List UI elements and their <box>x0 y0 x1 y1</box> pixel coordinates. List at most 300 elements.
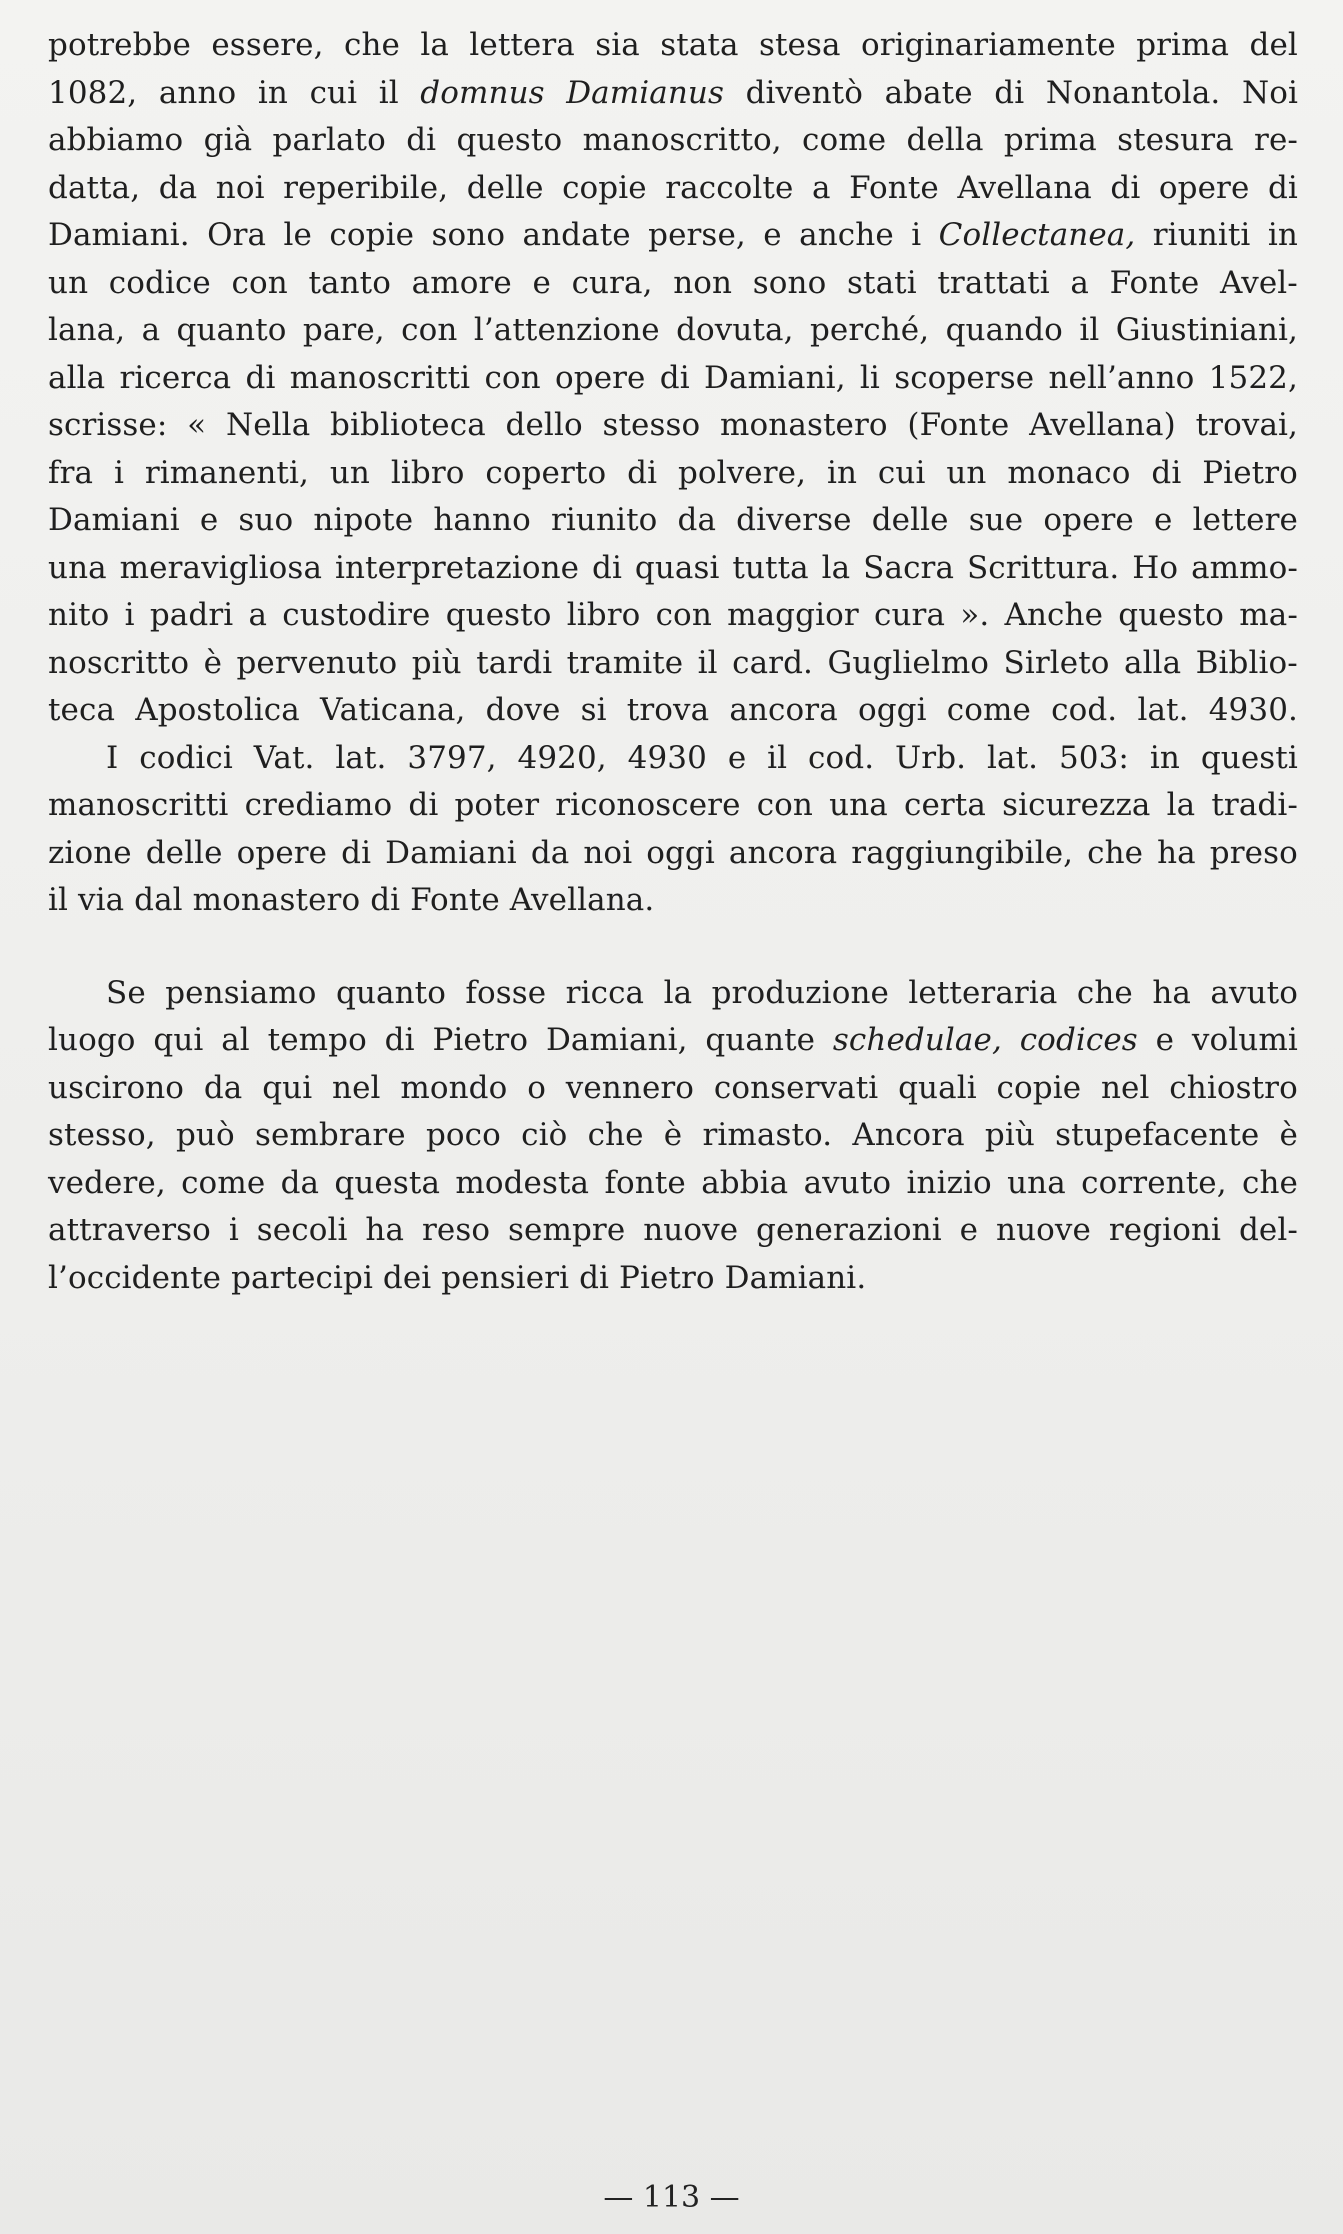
word: Avellana) <box>1029 407 1176 443</box>
word: una <box>1007 1164 1066 1201</box>
word: come <box>946 692 1031 728</box>
word: questo <box>456 122 563 158</box>
word: noi <box>215 169 265 206</box>
word: opere <box>236 834 328 871</box>
word: (Fonte <box>907 407 1010 443</box>
word: opere <box>1043 502 1134 538</box>
text-line <box>48 545 1298 593</box>
word: è <box>1279 1117 1298 1153</box>
word: una <box>829 787 888 823</box>
word: raggiungibile, <box>851 834 1074 871</box>
text-line <box>48 355 1298 403</box>
word: nuove <box>643 1212 739 1248</box>
page-number: — 113 — <box>603 2180 740 2215</box>
word: manoscritti <box>289 359 471 396</box>
word: nel <box>332 1069 381 1106</box>
word: il <box>1079 312 1100 348</box>
word: e <box>727 739 747 776</box>
word: ma- <box>1239 597 1298 633</box>
word: in <box>1149 739 1180 776</box>
word: domnus <box>420 74 545 111</box>
word: zione <box>48 834 132 871</box>
word: Damiani. <box>48 217 190 253</box>
word: Vat. <box>253 739 315 776</box>
word: di <box>627 454 658 491</box>
word: ha <box>1157 834 1196 871</box>
word: reperibile, <box>283 169 449 206</box>
text-line <box>48 260 1298 308</box>
word: tradi- <box>1211 787 1298 823</box>
word: codice <box>108 264 211 301</box>
text-line <box>48 1112 1298 1160</box>
word: sicurezza <box>1002 787 1151 823</box>
text-line <box>48 22 1298 70</box>
word: volumi <box>1191 1022 1298 1058</box>
word: il <box>378 74 399 111</box>
word: amore <box>411 264 512 301</box>
word: lat. <box>1137 692 1189 728</box>
word: la <box>821 549 851 586</box>
word: e <box>1154 502 1173 538</box>
word: come <box>181 1164 266 1201</box>
word: del <box>1249 27 1298 63</box>
word: Fonte <box>849 169 939 206</box>
word: quasi <box>634 549 720 586</box>
text-line <box>48 212 1298 260</box>
word: nel <box>1100 1069 1150 1106</box>
word: hanno <box>433 502 531 538</box>
word: sue <box>968 502 1024 538</box>
word: pensiamo <box>165 974 317 1011</box>
word: parlato <box>272 122 386 158</box>
word: lat. <box>986 739 1039 776</box>
word: trattati <box>937 264 1050 301</box>
word: cod. <box>1051 692 1118 728</box>
word: che <box>1242 1164 1298 1201</box>
word: Avellana <box>957 169 1092 206</box>
word: i <box>911 217 922 253</box>
word: Noi <box>1241 74 1298 111</box>
word: Biblio- <box>1195 644 1298 681</box>
word: delle <box>871 502 949 538</box>
word: nipote <box>313 502 414 538</box>
word: libro <box>390 454 465 491</box>
word: suo <box>238 502 294 538</box>
text-line <box>48 165 1298 213</box>
word: e <box>532 264 551 301</box>
word: a <box>248 597 268 633</box>
word: corrente, <box>1081 1164 1227 1201</box>
word: Pietro <box>1202 454 1298 491</box>
word: Sirleto <box>1003 644 1110 681</box>
text-line: l’occidente partecipi dei pensieri di Pietro Damiani. <box>48 1259 867 1296</box>
word: lat. <box>335 739 387 776</box>
text-line <box>48 70 1298 118</box>
word: riuniti <box>1152 217 1251 253</box>
word: letteraria <box>908 974 1058 1011</box>
word: crediamo <box>244 787 393 823</box>
paragraph-gap <box>48 925 1298 970</box>
word: tanto <box>308 264 391 301</box>
word: manoscritto, <box>582 122 782 158</box>
text-line <box>48 687 1298 735</box>
word: preso <box>1209 834 1298 871</box>
word: stati <box>847 264 917 301</box>
word: e <box>1155 1022 1175 1058</box>
body-text <box>48 22 1298 1302</box>
word: Giustiniani, <box>1115 312 1298 348</box>
word: libro <box>566 597 641 633</box>
word: abbia <box>701 1164 789 1201</box>
word: stupefacente <box>1055 1117 1260 1153</box>
word: copie <box>329 217 415 253</box>
word: la <box>420 27 449 63</box>
word: delle <box>466 169 544 206</box>
word: ammo- <box>1191 549 1298 586</box>
word: quando <box>945 312 1063 348</box>
word: nuove <box>996 1212 1091 1248</box>
text-line <box>48 640 1298 688</box>
word: dove <box>485 692 561 728</box>
word: meravigliosa <box>119 549 323 586</box>
word: manoscritti <box>48 787 229 823</box>
word: con <box>231 264 288 301</box>
word: Damiani <box>48 502 180 538</box>
word: rimasto. <box>702 1117 833 1153</box>
word: pervenuto <box>236 644 398 681</box>
word: Damiani <box>385 834 517 871</box>
word: padri <box>149 597 234 633</box>
word: prima <box>1136 27 1230 63</box>
text-line <box>48 497 1298 545</box>
word: l’attenzione <box>473 312 660 348</box>
word: Collectanea, <box>938 217 1136 253</box>
word: Urb. <box>895 739 967 776</box>
text-line <box>48 450 1298 498</box>
word: opere <box>1158 169 1250 206</box>
word: sembrare <box>254 1117 406 1153</box>
word: 4930. <box>1208 692 1298 728</box>
word: interpretazione <box>334 549 580 586</box>
word: teca <box>48 692 116 728</box>
word: cura <box>874 597 946 633</box>
word: di <box>1267 169 1298 206</box>
word: i <box>124 597 135 633</box>
word: e <box>199 502 219 538</box>
word: 1522, <box>1208 359 1298 396</box>
word: stesura <box>1117 122 1234 158</box>
word: alla <box>48 359 106 396</box>
text-line <box>48 1207 1298 1255</box>
word: biblioteca <box>330 407 486 443</box>
word: di <box>1110 169 1141 206</box>
word: abbiamo <box>48 122 184 158</box>
word: anche <box>799 217 894 253</box>
word: Scrittura. <box>966 549 1120 586</box>
word: è <box>203 644 223 681</box>
word: perché, <box>809 312 930 348</box>
word: sono <box>752 264 827 301</box>
word: la <box>1166 787 1196 823</box>
word: vedere, <box>48 1164 166 1201</box>
word: pare, <box>302 312 385 348</box>
word: fonte <box>604 1164 686 1201</box>
word: e <box>959 1212 979 1248</box>
word: secoli <box>256 1212 348 1248</box>
word: luogo <box>48 1022 136 1058</box>
word: da <box>530 834 570 871</box>
text-line <box>48 830 1298 878</box>
word: un <box>946 454 987 491</box>
word: andate <box>522 217 631 253</box>
word: a <box>1070 264 1089 301</box>
word: può <box>175 1117 235 1153</box>
word: qui <box>153 1022 204 1058</box>
word: uscirono <box>48 1069 185 1106</box>
word: scrisse: <box>48 407 168 443</box>
word: dello <box>505 407 583 443</box>
word: originariamente <box>860 27 1116 63</box>
word: in <box>1267 217 1298 253</box>
word: custodire <box>282 597 431 633</box>
word: sono <box>431 217 506 253</box>
word: a <box>811 169 831 206</box>
word: trovai, <box>1195 407 1298 443</box>
word: poco <box>425 1117 501 1153</box>
word: riconoscere <box>555 787 741 823</box>
word: con <box>484 359 541 396</box>
text-line <box>48 402 1298 450</box>
word: del- <box>1238 1212 1298 1248</box>
word: noscritto <box>48 644 190 681</box>
word: stesa <box>758 27 841 63</box>
word: Apostolica <box>135 692 300 728</box>
word: attraverso <box>48 1212 211 1248</box>
word: trova <box>626 692 710 728</box>
word: generazioni <box>756 1212 942 1248</box>
text-line <box>48 970 1298 1018</box>
word: questi <box>1200 739 1298 776</box>
word: ancora <box>729 692 838 728</box>
word: vennero <box>565 1069 695 1106</box>
word: o <box>527 1069 546 1106</box>
word: Ora <box>207 217 267 253</box>
word: questa <box>334 1164 441 1201</box>
word: avuto <box>1210 974 1298 1011</box>
word: re- <box>1254 122 1298 158</box>
word: tramite <box>566 644 684 681</box>
word: ricerca <box>119 359 232 396</box>
word: a <box>141 312 161 348</box>
word: che <box>1087 834 1144 871</box>
word: diventò <box>745 74 863 111</box>
word: diverse <box>736 502 852 538</box>
word: stesso <box>602 407 701 443</box>
word: 503: <box>1058 739 1129 776</box>
word: copie <box>562 169 647 206</box>
word: di <box>406 122 437 158</box>
text-line <box>48 1160 1298 1208</box>
word: lettere <box>1192 502 1298 538</box>
word: codici <box>139 739 233 776</box>
word: fra <box>48 454 94 491</box>
word: sia <box>595 27 640 63</box>
word: Vaticana, <box>320 692 466 728</box>
word: rimanenti, <box>144 454 309 491</box>
text-line <box>48 735 1298 783</box>
word: monaco <box>1007 454 1131 491</box>
word: quanto <box>336 974 446 1011</box>
word: Nonantola. <box>1045 74 1221 111</box>
word: noi <box>583 834 633 871</box>
word: polvere, <box>677 454 807 491</box>
word: oggi <box>857 692 927 728</box>
word: in <box>826 454 858 491</box>
word: coperto <box>485 454 607 491</box>
word: il <box>697 644 718 681</box>
word: di <box>408 787 439 823</box>
word: Pietro <box>432 1022 529 1058</box>
word: perse, <box>648 217 746 253</box>
word: riunito <box>550 502 658 538</box>
word: copie <box>996 1069 1082 1106</box>
word: stesso, <box>48 1117 156 1153</box>
word: ». <box>960 597 990 633</box>
word: una <box>48 549 107 586</box>
text-line <box>48 1017 1298 1065</box>
word: si <box>580 692 607 728</box>
word: Damiani, <box>545 1022 688 1058</box>
word: nell’anno <box>1048 359 1195 396</box>
word: Guglielmo <box>827 644 990 681</box>
word: potrebbe <box>48 27 191 63</box>
word: di <box>994 74 1025 111</box>
text-line <box>48 1065 1298 1113</box>
word: produzione <box>711 974 889 1011</box>
word: che <box>587 1117 644 1153</box>
word: 4920, <box>517 739 607 776</box>
word: codices <box>1019 1022 1138 1058</box>
word: della <box>906 122 984 158</box>
word: i <box>228 1212 239 1248</box>
word: prima <box>1003 122 1097 158</box>
word: più <box>984 1117 1035 1153</box>
word: inizio <box>906 1164 992 1201</box>
word: da <box>280 1164 320 1201</box>
word: li <box>859 359 880 396</box>
word: un <box>329 454 370 491</box>
word: tardi <box>476 644 553 681</box>
word: con <box>655 597 712 633</box>
word: nito <box>48 597 110 633</box>
word: fosse <box>465 974 547 1011</box>
word: Nella <box>226 407 311 443</box>
word: cod. <box>808 739 875 776</box>
word: 4930 <box>627 739 707 776</box>
word: stata <box>660 27 739 63</box>
word: certa <box>903 787 986 823</box>
word: schedulae, <box>832 1022 1002 1058</box>
word: questo <box>445 597 552 633</box>
word: di <box>384 1022 415 1058</box>
word: 3797, <box>407 739 497 776</box>
word: Sacra <box>863 549 955 586</box>
word: modesta <box>455 1164 590 1201</box>
word: al <box>221 1022 250 1058</box>
word: « <box>187 407 207 443</box>
word: qui <box>262 1069 313 1106</box>
word: Anche <box>1004 597 1104 633</box>
word: scoperse <box>894 359 1035 396</box>
word: maggior <box>727 597 859 633</box>
word: i <box>113 454 124 491</box>
word: tempo <box>267 1022 367 1058</box>
word: alla <box>1124 644 1182 681</box>
word: di <box>245 359 276 396</box>
word: mondo <box>400 1069 508 1106</box>
word: regioni <box>1108 1212 1222 1248</box>
word: le <box>283 217 312 253</box>
word: ha <box>1152 974 1191 1011</box>
word: di <box>1151 454 1182 491</box>
word: Ancora <box>852 1117 965 1153</box>
word: in <box>257 74 288 111</box>
word: da <box>677 502 717 538</box>
word: quante <box>705 1022 816 1058</box>
word: abate <box>884 74 973 111</box>
word: opere <box>554 359 646 396</box>
word: I <box>106 739 119 776</box>
word: un <box>48 264 89 301</box>
word: la <box>663 974 693 1011</box>
word: ancora <box>728 834 838 871</box>
word: Avel- <box>1219 264 1298 301</box>
word: questo <box>1118 597 1225 633</box>
word: poter <box>454 787 540 823</box>
word: da <box>203 1069 243 1106</box>
word: di <box>592 549 622 586</box>
word: raccolte <box>665 169 794 206</box>
word: Ho <box>1132 549 1179 586</box>
word: il <box>767 739 788 776</box>
word: ha <box>365 1212 405 1248</box>
text-line: il via dal monastero di Fonte Avellana. <box>48 882 655 918</box>
text-line <box>48 782 1298 830</box>
word: e <box>763 217 782 253</box>
word: card. <box>732 644 814 681</box>
text-line <box>48 307 1298 355</box>
word: non <box>673 264 733 301</box>
word: tutta <box>732 549 809 586</box>
word: ciò <box>521 1117 568 1153</box>
word: con <box>756 787 813 823</box>
word: che <box>343 27 400 63</box>
word: come <box>802 122 887 158</box>
text-line <box>48 592 1298 640</box>
word: delle <box>145 834 223 871</box>
word: avuto <box>803 1164 892 1201</box>
word: è <box>663 1117 683 1153</box>
word: di <box>341 834 372 871</box>
word: oggi <box>646 834 715 871</box>
word: quali <box>898 1069 977 1106</box>
word: anno <box>158 74 237 111</box>
word: lana, <box>48 312 126 348</box>
word: lettera <box>469 27 575 63</box>
word: reso <box>421 1212 491 1248</box>
word: ricca <box>565 974 645 1011</box>
word: monastero <box>720 407 888 443</box>
